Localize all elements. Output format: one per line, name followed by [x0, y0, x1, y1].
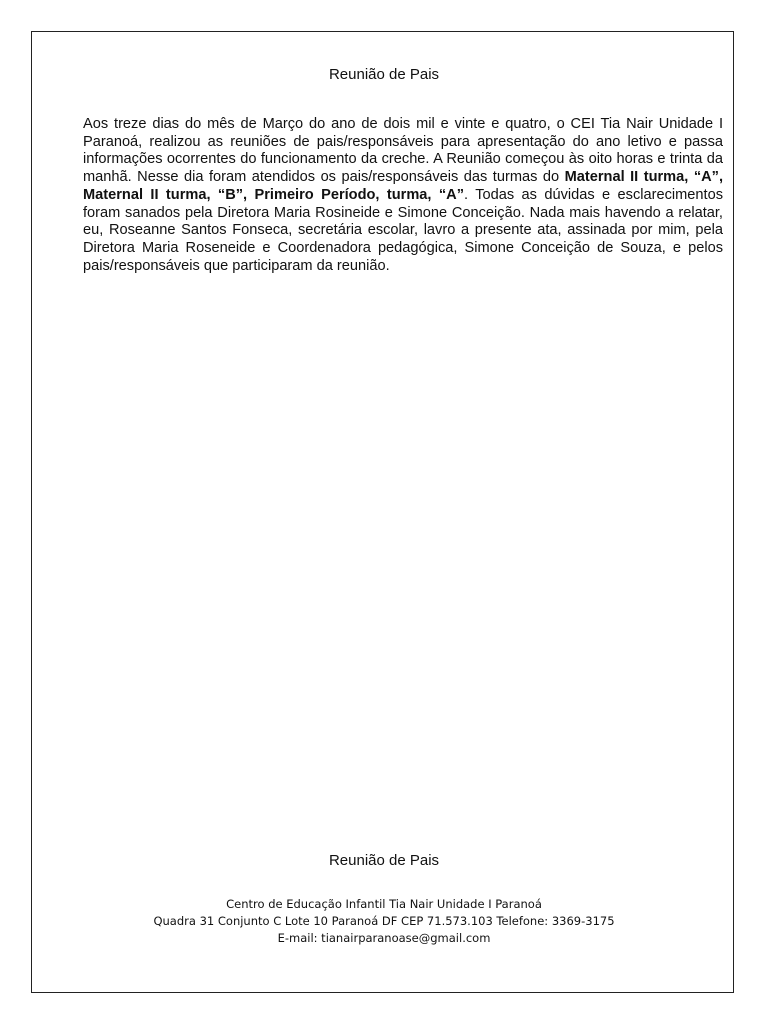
- footer-address: Quadra 31 Conjunto C Lote 10 Paranoá DF CEP 71.573.103 Telefone: 3369-3175: [153, 914, 615, 928]
- document-title: Reunião de Pais: [328, 66, 440, 83]
- meeting-minutes-paragraph: [83, 116, 723, 275]
- paragraph-bold-classes: Maternal II turma, “A”, Maternal II turma, “B”, Primeiro Período, turma, “A”: [83, 169, 724, 203]
- paragraph-text-part1: Aos treze dias do mês de Março do ano de dois mil e vinte e quatro, o CEI Tia Nair Unidade I Paranoá, realizou as reuniões de pais/responsáveis para apresentação do ano letivo e passa informações ocorrentes do funcionamento da creche. A Reunião começou às oito horas e trinta da manhã. Nesse dia foram atendidos os pais/responsáveis das turmas do: [83, 116, 723, 186]
- footer-info: [0, 896, 768, 947]
- paragraph-text-part2: . Todas as dúvidas e esclarecimentos foram sanados pela Diretora Maria Rosineide e Simone Conceição. Nada mais havendo a relatar, eu, Roseanne Santos Fonseca, secretária escolar, lavro a presente ata, assinada por mim, pela Diretora Maria Roseneide e Coordenadora pedagógica, Simone Conceição de Souza, e pelos pais/responsáveis que participaram da reunião.: [83, 186, 723, 274]
- footer-email: E-mail: tianairparanoase@gmail.com: [277, 931, 491, 945]
- footer-title: Reunião de Pais: [328, 852, 440, 869]
- footer-institution: Centro de Educação Infantil Tia Nair Unidade I Paranoá: [226, 897, 542, 911]
